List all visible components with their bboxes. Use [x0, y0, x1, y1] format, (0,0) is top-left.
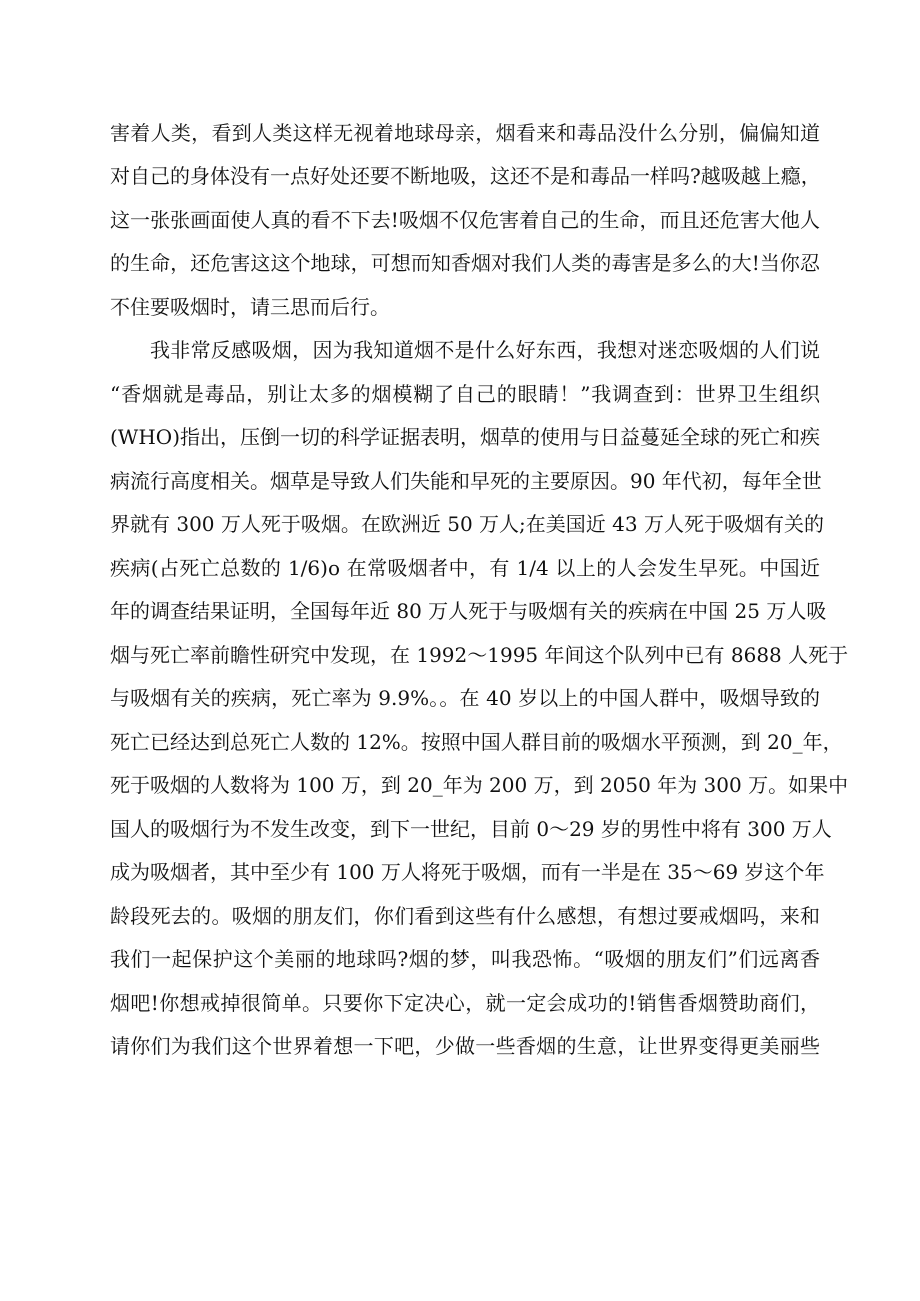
text-line: “香烟就是毒品，别让太多的烟模糊了自己的眼睛！”我调查到：世界卫生组织	[110, 382, 820, 406]
paragraph-first-line: 我非常反感吸烟，因为我知道烟不是什么好东西，我想对迷恋吸烟的人们说	[150, 338, 820, 362]
text-line: (WHO)指出，压倒一切的科学证据表明，烟草的使用与日益蔓延全球的死亡和疾	[110, 425, 820, 449]
text-line: 的生命，还危害这这个地球，可想而知香烟对我们人类的毒害是多么的大!当你忍	[110, 251, 820, 275]
text-line: 对自己的身体没有一点好处还要不断地吸，这还不是和毒品一样吗?越吸越上瘾，	[110, 164, 821, 188]
text-line: 病流行高度相关。烟草是导致人们失能和早死的主要原因。90 年代初，每年全世	[110, 469, 822, 493]
text-line: 与吸烟有关的疾病，死亡率为 9.9%。。在 40 岁以上的中国人群中，吸烟导致的	[110, 686, 820, 710]
text-line: 成为吸烟者，其中至少有 100 万人将死于吸烟，而有一半是在 35～69 岁这个年	[110, 860, 825, 884]
text-line: 疾病(占死亡总数的 1/6)o 在常吸烟者中，有 1/4 以上的人会发生早死。中国近	[110, 556, 820, 580]
text-line: 烟吧!你想戒掉很简单。只要你下定决心，就一定会成功的!销售香烟赞助商们，	[110, 991, 820, 1015]
text-line: 这一张张画面使人真的看不下去!吸烟不仅危害着自己的生命，而且还危害大他人	[110, 208, 820, 232]
text-line: 国人的吸烟行为不发生改变，到下一世纪，目前 0～29 岁的男性中将有 300 万人	[110, 817, 832, 841]
text-line: 我们一起保护这个美丽的地球吗?烟的梦，叫我恐怖。“吸烟的朋友们”们远离香	[110, 947, 820, 971]
text-line: 害着人类，看到人类这样无视着地球母亲，烟看来和毒品没什么分别，偏偏知道	[110, 121, 820, 145]
text-line: 死亡已经达到总死亡人数的 12%。按照中国人群目前的吸烟水平预测，到 20_年，	[110, 730, 843, 754]
text-line: 请你们为我们这个世界着想一下吧，少做一些香烟的生意，让世界变得更美丽些	[110, 1034, 820, 1058]
text-line: 界就有 300 万人死于吸烟。在欧洲近 50 万人;在美国近 43 万人死于吸烟有关的	[110, 512, 824, 536]
text-line: 烟与死亡率前瞻性研究中发现，在 1992～1995 年间这个队列中已有 8688 人死于	[110, 643, 849, 667]
text-line: 不住要吸烟时，请三思而后行。	[110, 295, 390, 319]
text-line: 龄段死去的。吸烟的朋友们，你们看到这些有什么感想，有想过要戒烟吗，来和	[110, 904, 820, 928]
text-line: 年的调查结果证明，全国每年近 80 万人死于与吸烟有关的疾病在中国 25 万人吸	[110, 599, 827, 623]
text-line: 死于吸烟的人数将为 100 万，到 20_年为 200 万，到 2050 年为 300 万。如果中	[110, 773, 849, 797]
